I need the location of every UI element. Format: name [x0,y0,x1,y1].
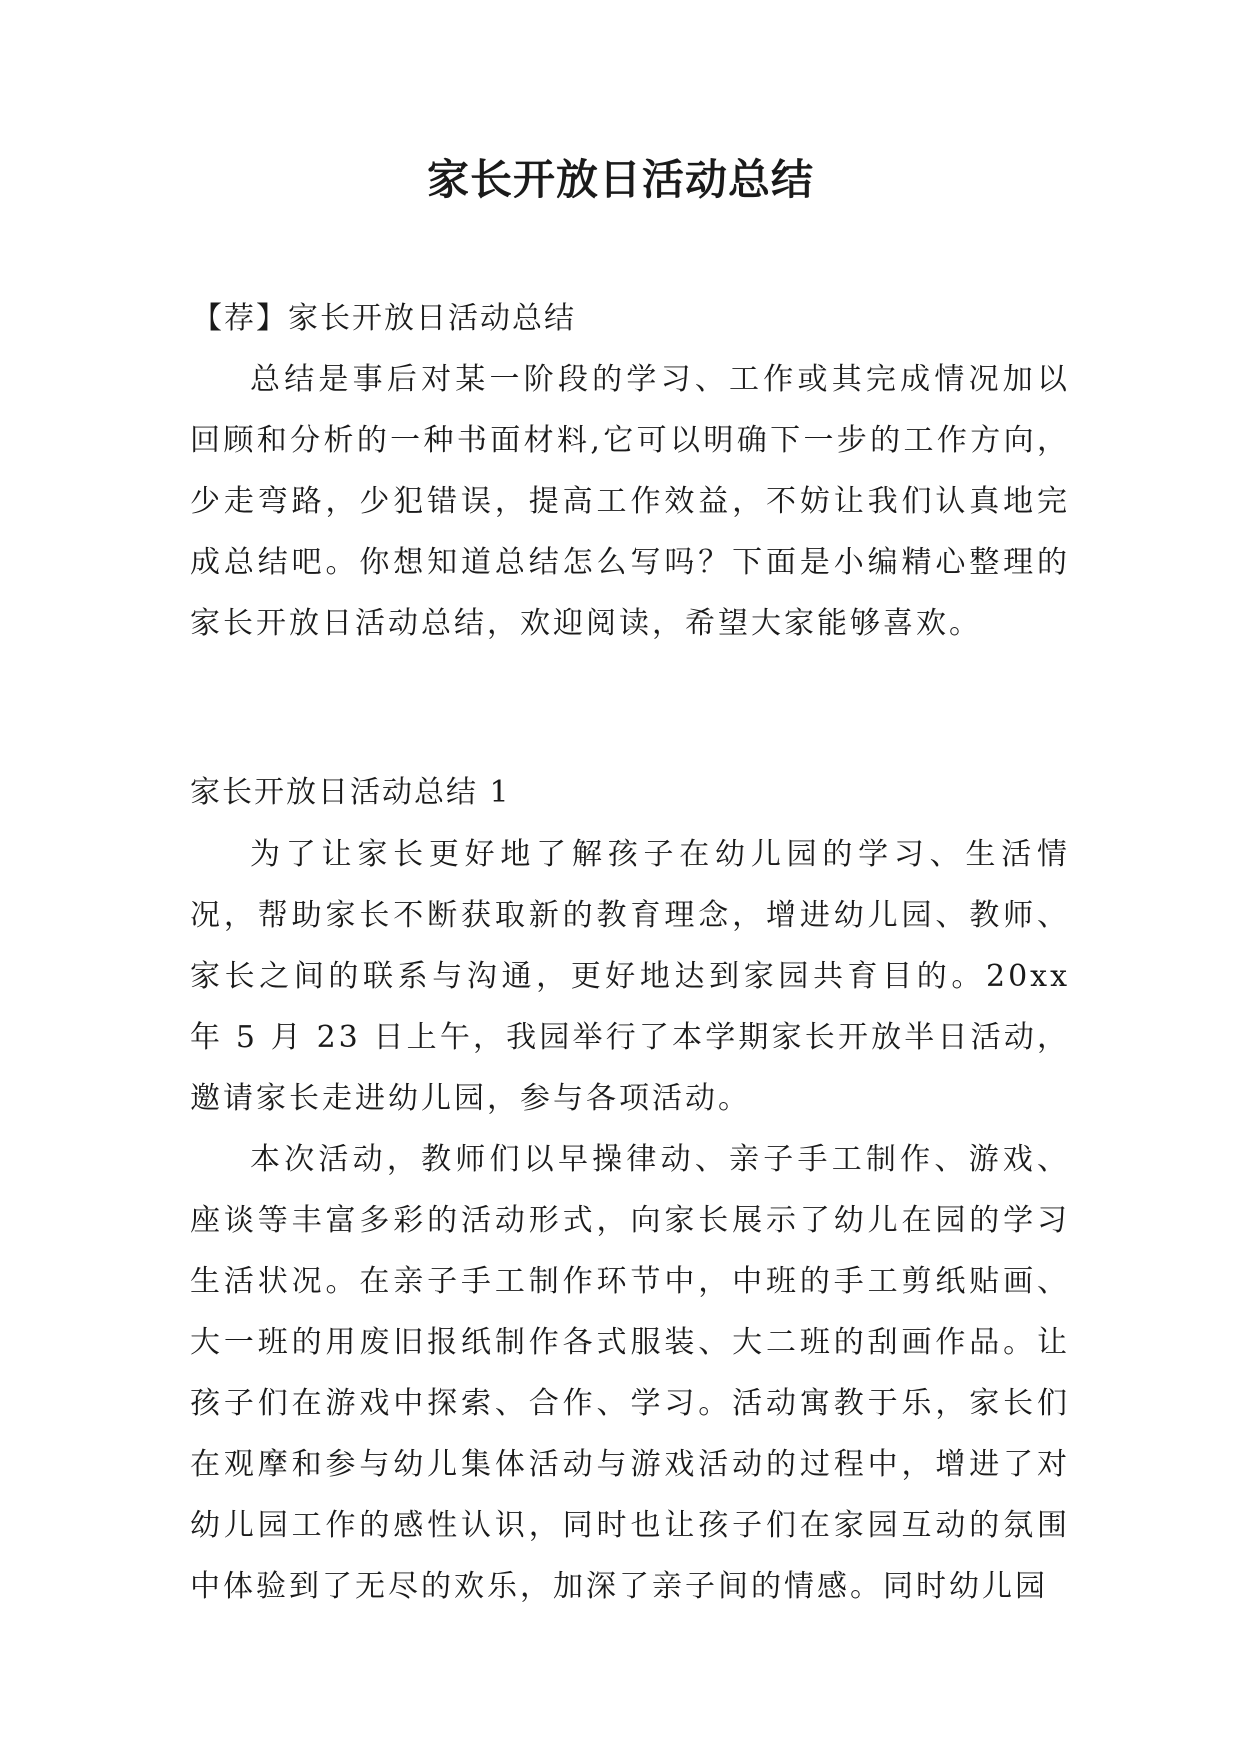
body-paragraph-2: 本次活动，教师们以早操律动、亲子手工制作、游戏、座谈等丰富多彩的活动形式，向家长展示了幼儿在园的学习生活状况。在亲子手工制作环节中，中班的手工剪纸贴画、大一班的用废旧报纸制作各式服装、大二班的刮画作品。让孩子们在游戏中探索、合作、学习。活动寓教于乐，家长们在观摩和参与幼儿集体活动与游戏活动的过程中，增进了对幼儿园工作的感性认识，同时也让孩子们在家园互动的氛围中体验到了无尽的欢乐，加深了亲子间的情感。同时幼儿园 [190,1142,1070,1604]
intro-heading: 【荐】家长开放日活动总结 [192,301,576,336]
intro-section [190,349,1070,654]
intro-paragraph: 总结是事后对某一阶段的学习、工作或其完成情况加以回顾和分析的一种书面材料,它可以明确下一步的工作方向，少走弯路，少犯错误，提高工作效益，不妨让我们认真地完成总结吧。你想知道总结怎么写吗？下面是小编精心整理的家长开放日活动总结，欢迎阅读，希望大家能够喜欢。 [190,362,1070,641]
document-title: 家长开放日活动总结 [426,155,814,204]
body-paragraph-1: 为了让家长更好地了解孩子在幼儿园的学习、生活情况，帮助家长不断获取新的教育理念，增进幼儿园、教师、家长之间的联系与沟通，更好地达到家园共育目的。20xx 年 5 月 23 日上午，我园举行了本学期家长开放半日活动，邀请家长走进幼儿园，参与各项活动。 [190,837,1070,1116]
section-heading: 家长开放日活动总结 1 [190,775,511,810]
section-body [190,824,1070,1617]
